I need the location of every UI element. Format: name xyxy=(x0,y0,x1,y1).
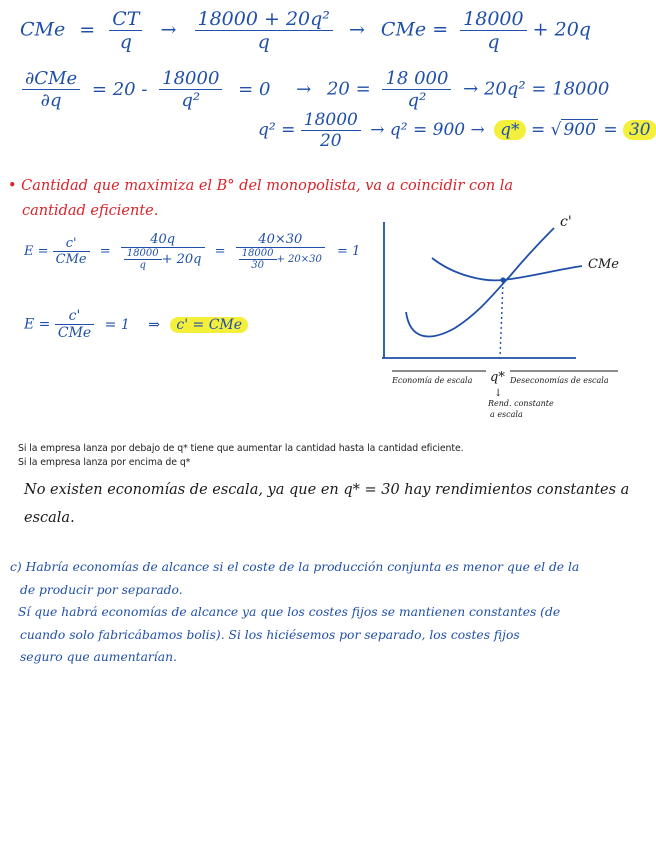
fraction-total-cost: $\frac{\text{18000 + 20q²}}{q}$ xyxy=(195,8,333,53)
fraction-18000-over-q2: $\frac{18000}{\text{q²}}$ xyxy=(159,68,222,111)
equation-row-2 xyxy=(22,68,609,111)
result-20q2: → 20q² = 18000 xyxy=(463,78,610,100)
answer-30: 30 xyxy=(623,120,656,140)
plus-20q: + 20q xyxy=(532,18,591,41)
label-constant-returns-1: Rend. constante xyxy=(488,399,554,408)
equation-row-3 xyxy=(258,110,656,151)
equals-one: = 1 xyxy=(104,316,130,333)
black-note-line-1: No existen economías de escala, ya que en q* = 30 hay rendimientos constantes a xyxy=(24,482,630,498)
fraction-18000-over-q2-b: $\frac{18 000}{\text{q²}}$ xyxy=(382,68,451,111)
red-note-line-2: cantidad eficiente. xyxy=(22,203,159,219)
fraction-c-over-cme: $\frac{c'}{\text{CMe}}$ xyxy=(53,236,90,267)
fraction-c-over-cme-2: $\frac{c'}{\text{CMe}}$ xyxy=(55,308,94,341)
sqrt-900: 900 xyxy=(563,120,596,140)
twenty-equals: 20 = xyxy=(326,78,371,100)
arrow-3: → xyxy=(296,78,312,100)
sqrt-sign: √ xyxy=(550,120,562,140)
equals-one-result: = 1 xyxy=(337,244,361,259)
part-c-line-2: de producir por separado. xyxy=(20,583,183,597)
label-constant-returns-2: a escala xyxy=(490,410,523,419)
black-note-line-2: escala. xyxy=(24,510,75,526)
average-cost-curve xyxy=(432,258,582,280)
fraction-40x30: 40×30 $\frac{18000}{30}$ + 20×30 xyxy=(236,232,325,271)
label-average-cost: CMe xyxy=(588,257,619,272)
arrow-1: → xyxy=(160,18,177,41)
conclusion-highlight: c' = CMe xyxy=(170,317,248,333)
fraction-fixed-over-q: $\frac{18000}{q}$ xyxy=(460,8,526,53)
label-q-star: q* xyxy=(490,370,505,385)
label-marginal-cost: c' xyxy=(560,214,572,230)
part-c-line-3: Sí que habrá economías de alcance ya que los costes fijos se mantienen constantes (de xyxy=(18,605,561,619)
equals-sqrt: = xyxy=(530,120,546,140)
equals-sign: = xyxy=(79,18,96,41)
derivative-middle: = 20 - xyxy=(91,78,148,100)
equation-row-1 xyxy=(20,8,591,53)
fraction-ct-over-q: $\frac{CT}{q}$ xyxy=(109,8,142,53)
equals-1: = xyxy=(99,244,111,259)
intersection-point xyxy=(500,277,505,282)
equals-2: = xyxy=(214,244,226,259)
equals-zero: = 0 xyxy=(238,78,271,100)
red-note-line-1: • Cantidad que maximiza el B° del monopolista, va a coincidir con la xyxy=(8,178,514,194)
e-equals-2: E = xyxy=(24,316,51,333)
part-c-line-4: cuando solo fabricábamos bolis). Si los hiciésemos por separado, los costes fijos xyxy=(20,628,520,642)
equals-answer: = xyxy=(603,120,618,140)
q-star-highlight: q* xyxy=(494,120,525,140)
down-arrow: ↓ xyxy=(494,388,503,399)
fraction-derivative: $\frac{\text{∂CMe}}{\partial q}$ xyxy=(22,68,80,111)
marginal-cost-curve xyxy=(406,228,554,336)
arrow-2: → xyxy=(348,18,365,41)
label-diseconomies-of-scale: Deseconomías de escala xyxy=(510,376,609,385)
e-equals: E = xyxy=(24,244,49,259)
implies-arrow: ⇒ xyxy=(148,316,160,333)
fraction-40q: 40q $\frac{18000}{q}$ + 20q xyxy=(121,232,205,271)
elasticity-row-2 xyxy=(24,308,248,341)
fraction-18000-over-20: $\frac{18000}{20}$ xyxy=(301,110,361,151)
printed-line-2: Si la empresa lanza por encima de q* xyxy=(18,457,191,468)
cme-equals: CMe = xyxy=(380,18,449,41)
elasticity-row-1 xyxy=(24,232,360,271)
part-c-line-5: seguro que aumentarían. xyxy=(20,650,177,664)
printed-line-1: Si la empresa lanza por debajo de q* tiene que aumentar la cantidad hasta la cantidad eficiente. xyxy=(18,443,464,454)
q-squared: q² = xyxy=(258,120,296,140)
cme-symbol: CMe xyxy=(20,18,66,41)
q2-equals-900: → q² = 900 → xyxy=(370,120,485,140)
q-star-dotted-line xyxy=(500,282,503,358)
part-c-line-1: c) Habría economías de alcance si el coste de la producción conjunta es menor que el de la xyxy=(10,560,580,574)
label-economies-of-scale: Economía de escala xyxy=(392,376,473,385)
